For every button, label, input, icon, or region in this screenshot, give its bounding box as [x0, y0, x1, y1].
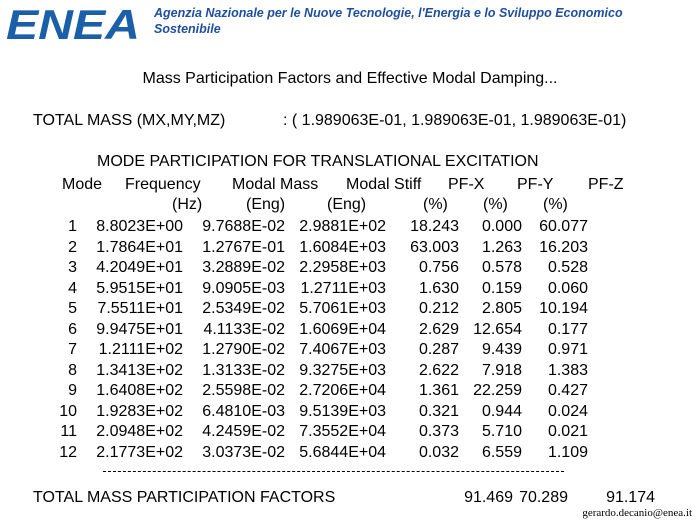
- table-row: [28, 340, 588, 361]
- cell-pf-y: 0.944: [481, 402, 522, 420]
- cell-pf-z: 0.971: [547, 341, 588, 359]
- header-pf-x: PF-X: [448, 176, 485, 193]
- cell-mode: 9: [68, 382, 77, 400]
- cell-modal-stiff: 7.3552E+04: [299, 423, 386, 441]
- cell-pf-x: 1.361: [418, 382, 459, 400]
- cell-modal-mass: 4.2459E-02: [202, 423, 285, 441]
- header-modal-mass: Modal Mass: [232, 176, 319, 193]
- cell-modal-mass: 2.5349E-02: [202, 300, 285, 318]
- cell-pf-y: 5.710: [481, 423, 522, 441]
- cell-pf-z: 0.427: [547, 382, 588, 400]
- cell-frequency: 1.7864E+01: [96, 238, 183, 256]
- cell-mode: 8: [68, 361, 77, 379]
- header-pf-y: PF-Y: [517, 176, 554, 193]
- cell-mode: 11: [60, 423, 77, 441]
- cell-modal-stiff: 5.6844E+04: [299, 443, 386, 461]
- cell-mode: 10: [59, 402, 77, 420]
- cell-pf-x: 0.032: [418, 443, 459, 461]
- cell-pf-x: 1.630: [418, 279, 459, 297]
- table-title: MODE PARTICIPATION FOR TRANSLATIONAL EXCITATION: [97, 153, 539, 170]
- cell-modal-stiff: 1.6069E+04: [299, 320, 386, 338]
- cell-frequency: 5.9515E+01: [96, 279, 183, 297]
- cell-frequency: 2.1773E+02: [96, 443, 183, 461]
- table-row: [28, 320, 588, 341]
- total-pf-z: 91.174: [606, 489, 655, 506]
- unit-pf-z: (%): [543, 196, 568, 213]
- cell-pf-z: 1.109: [547, 443, 588, 461]
- enea-logo-text: ENEA: [6, 6, 140, 42]
- cell-mode: 2: [68, 238, 77, 256]
- totals-label: TOTAL MASS PARTICIPATION FACTORS: [33, 489, 336, 506]
- cell-frequency: 7.5511E+01: [97, 300, 183, 318]
- cell-modal-mass: 6.4810E-03: [202, 402, 285, 420]
- cell-pf-x: 0.756: [418, 259, 459, 277]
- cell-pf-x: 18.243: [410, 218, 459, 236]
- cell-modal-mass: 9.0905E-03: [202, 279, 285, 297]
- cell-pf-z: 0.528: [547, 259, 588, 277]
- table-row: [28, 381, 588, 402]
- cell-pf-y: 2.805: [481, 300, 522, 318]
- total-mass-value: : ( 1.989063E-01, 1.989063E-01, 1.989063E-01): [283, 112, 627, 129]
- table-row: [28, 258, 588, 279]
- cell-mode: 5: [68, 300, 77, 318]
- cell-frequency: 2.0948E+02: [96, 423, 183, 441]
- agency-name: [154, 5, 694, 37]
- cell-pf-x: 0.212: [418, 300, 459, 318]
- cell-modal-mass: 1.2790E-02: [202, 341, 285, 359]
- total-pf-x: 91.469: [464, 489, 513, 506]
- cell-pf-z: 60.077: [539, 218, 588, 236]
- cell-frequency: 1.6408E+02: [96, 382, 183, 400]
- unit-frequency: (Hz): [172, 196, 203, 213]
- cell-modal-stiff: 2.2958E+03: [299, 259, 386, 277]
- cell-frequency: 1.2111E+02: [98, 341, 183, 359]
- cell-pf-z: 10.194: [539, 300, 588, 318]
- total-mass-label: TOTAL MASS (MX,MY,MZ): [33, 112, 226, 129]
- unit-modal-mass: (Eng): [246, 196, 286, 213]
- cell-mode: 1: [68, 218, 77, 236]
- cell-pf-y: 0.578: [481, 259, 522, 277]
- cell-pf-z: 16.203: [539, 238, 588, 256]
- agency-line-2: Sostenibile: [154, 22, 221, 36]
- author-email: gerardo.decanio@enea.it: [582, 507, 692, 519]
- total-mass-line: [33, 112, 627, 130]
- table-row: [28, 402, 588, 423]
- table-row: [28, 299, 588, 320]
- table-row: [28, 361, 588, 382]
- participation-table: [28, 217, 588, 463]
- cell-modal-stiff: 1.6084E+03: [299, 238, 386, 256]
- table-row: [28, 279, 588, 300]
- table-row: [28, 443, 588, 464]
- cell-modal-mass: 3.2889E-02: [202, 259, 285, 277]
- table-row: [28, 238, 588, 259]
- cell-frequency: 1.3413E+02: [96, 361, 183, 379]
- cell-frequency: 9.9475E+01: [96, 320, 183, 338]
- cell-modal-mass: 3.0373E-02: [202, 443, 285, 461]
- unit-pf-x: (%): [423, 196, 448, 213]
- cell-modal-mass: 1.2767E-01: [202, 238, 285, 256]
- agency-line-1: Agenzia Nazionale per le Nuove Tecnologie, l'Energia e lo Sviluppo Economico: [154, 6, 623, 20]
- cell-pf-x: 0.287: [418, 341, 459, 359]
- cell-pf-x: 0.321: [418, 402, 459, 420]
- cell-pf-z: 1.383: [547, 361, 588, 379]
- cell-pf-y: 22.259: [473, 382, 522, 400]
- cell-pf-y: 1.263: [481, 238, 522, 256]
- cell-modal-stiff: 5.7061E+03: [299, 300, 386, 318]
- cell-pf-y: 9.439: [481, 341, 522, 359]
- table-row: [28, 217, 588, 238]
- cell-frequency: 4.2049E+01: [96, 259, 183, 277]
- cell-pf-y: 0.000: [481, 218, 522, 236]
- cell-modal-mass: 2.5598E-02: [202, 382, 285, 400]
- header-modal-stiff: Modal Stiff: [346, 176, 422, 193]
- cell-mode: 4: [68, 279, 77, 297]
- cell-modal-stiff: 2.7206E+04: [299, 382, 386, 400]
- cell-mode: 7: [68, 341, 77, 359]
- enea-logo: [4, 6, 144, 42]
- cell-pf-z: 0.060: [547, 279, 588, 297]
- unit-modal-stiff: (Eng): [327, 196, 367, 213]
- cell-modal-stiff: 7.4067E+03: [299, 341, 386, 359]
- header-pf-z: PF-Z: [588, 176, 624, 193]
- cell-modal-stiff: 1.2711E+03: [300, 279, 386, 297]
- cell-mode: 6: [68, 320, 77, 338]
- cell-pf-y: 6.559: [481, 443, 522, 461]
- cell-modal-mass: 9.7688E-02: [202, 218, 285, 236]
- cell-modal-stiff: 9.5139E+03: [299, 402, 386, 420]
- cell-pf-y: 12.654: [473, 320, 522, 338]
- cell-pf-x: 2.622: [418, 361, 459, 379]
- cell-modal-mass: 1.3133E-02: [202, 361, 285, 379]
- cell-pf-x: 2.629: [418, 320, 459, 338]
- cell-frequency: 8.8023E+00: [96, 218, 183, 236]
- unit-pf-y: (%): [483, 196, 508, 213]
- cell-modal-mass: 4.1133E-02: [203, 320, 285, 338]
- cell-pf-y: 0.159: [481, 279, 522, 297]
- cell-pf-x: 0.373: [418, 423, 459, 441]
- cell-pf-z: 0.024: [547, 402, 588, 420]
- cell-modal-stiff: 9.3275E+03: [299, 361, 386, 379]
- cell-frequency: 1.9283E+02: [96, 402, 183, 420]
- cell-mode: 3: [68, 259, 77, 277]
- cell-pf-x: 63.003: [410, 238, 459, 256]
- cell-pf-z: 0.177: [547, 320, 588, 338]
- cell-pf-y: 7.918: [481, 361, 522, 379]
- cell-mode: 12: [59, 443, 77, 461]
- page-title: Mass Participation Factors and Effective Modal Damping...: [142, 70, 558, 87]
- cell-modal-stiff: 2.9881E+02: [299, 218, 386, 236]
- header-mode: Mode: [62, 176, 103, 193]
- cell-pf-z: 0.021: [547, 423, 588, 441]
- total-pf-y: 70.289: [519, 489, 568, 506]
- separator-line: [103, 471, 564, 472]
- table-row: [28, 422, 588, 443]
- header-frequency: Frequency: [125, 176, 201, 193]
